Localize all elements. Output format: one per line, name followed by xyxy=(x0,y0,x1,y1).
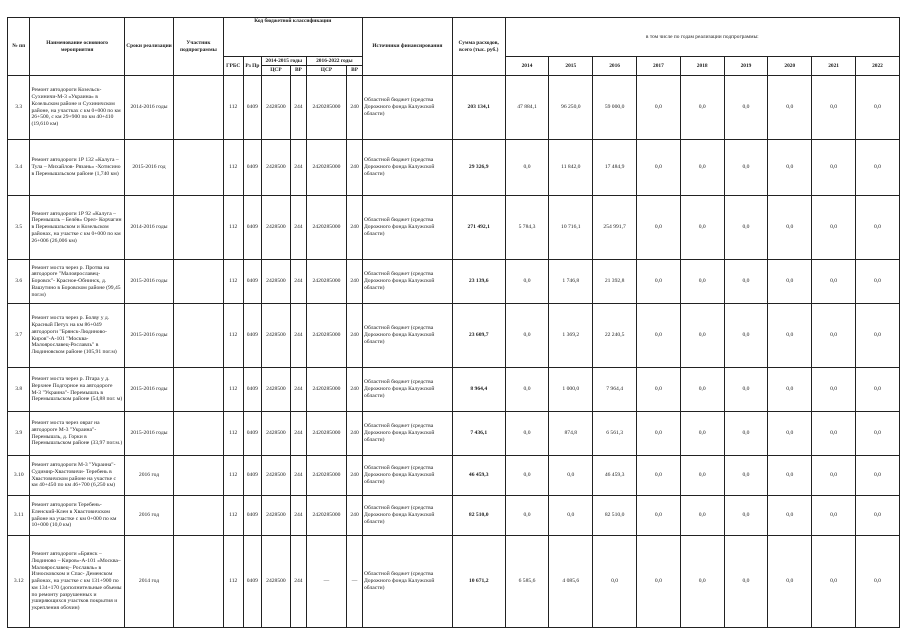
row-year-value: 1 369,2 xyxy=(549,304,593,368)
row-term: 2015-2016 годы xyxy=(124,304,173,368)
row-year-value: 17 484,9 xyxy=(593,140,637,196)
row-participant xyxy=(174,76,223,140)
row-year-value: 0,0 xyxy=(637,456,681,496)
header-period-b: 2016-2022 годы xyxy=(306,57,362,66)
row-year-value: 0,0 xyxy=(855,496,899,536)
header-csr-b: ЦСР xyxy=(306,66,346,76)
row-year-value: 0,0 xyxy=(505,496,549,536)
row-year-value: 0,0 xyxy=(549,496,593,536)
row-vr-b: — xyxy=(347,536,363,628)
row-year-value: 0,0 xyxy=(680,368,724,412)
row-year-value: 0,0 xyxy=(855,412,899,456)
table-row xyxy=(8,196,900,260)
row-vr-a: 244 xyxy=(291,304,307,368)
header-year: 2017 xyxy=(637,57,681,76)
row-term: 2015-2016 год xyxy=(124,140,173,196)
row-year-value: 0,0 xyxy=(680,304,724,368)
row-term: 2015-2016 годы xyxy=(124,260,173,304)
row-number: 3.4 xyxy=(8,140,30,196)
row-vr-b: 240 xyxy=(347,304,363,368)
row-rzpr: 0409 xyxy=(243,196,261,260)
row-year-value: 0,0 xyxy=(680,456,724,496)
table-row xyxy=(8,260,900,304)
row-year-value: 0,0 xyxy=(768,76,812,140)
row-vr-a: 244 xyxy=(291,368,307,412)
row-year-value: 0,0 xyxy=(637,536,681,628)
row-year-value: 0,0 xyxy=(724,368,768,412)
row-vr-a: 244 xyxy=(291,76,307,140)
row-csr-a: 2428500 xyxy=(261,412,290,456)
row-year-value: 0,0 xyxy=(855,76,899,140)
row-vr-a: 244 xyxy=(291,140,307,196)
row-name: Ремонт моста через овраг на автодороге М-3 "Украина"- Перемышль, д. Горки в Перемышльском районе (33,97 пог.м.) xyxy=(30,412,124,456)
header-grbs: ГРБС xyxy=(223,57,243,76)
header-kbk: Код бюджетной классификации xyxy=(223,18,362,57)
row-number: 3.8 xyxy=(8,368,30,412)
row-year-value: 96 250,0 xyxy=(549,76,593,140)
row-participant xyxy=(174,456,223,496)
row-rzpr: 0409 xyxy=(243,76,261,140)
row-csr-a: 2428500 xyxy=(261,496,290,536)
row-year-value: 0,0 xyxy=(855,260,899,304)
row-vr-b: 240 xyxy=(347,496,363,536)
header-sum: Сумма расходов, всего (тыс. руб.) xyxy=(452,18,505,76)
row-source: Областной бюджет (средства Дорожного фонда Калужской области) xyxy=(362,496,452,536)
row-year-value: 0,0 xyxy=(812,140,856,196)
row-grbs: 112 xyxy=(223,536,243,628)
row-term: 2016 год xyxy=(124,456,173,496)
row-year-value: 0,0 xyxy=(812,260,856,304)
row-rzpr: 0409 xyxy=(243,368,261,412)
row-term: 2016 год xyxy=(124,496,173,536)
row-source: Областной бюджет (средства Дорожного фонда Калужской области) xyxy=(362,456,452,496)
row-number: 3.7 xyxy=(8,304,30,368)
row-year-value: 0,0 xyxy=(637,368,681,412)
row-term: 2014-2016 годы xyxy=(124,196,173,260)
row-name: Ремонт автодороги Теребень- Еленский-Клен в Хвастовичском районе на участке с км 0+000 по км 10+000 (10,0 км) xyxy=(30,496,124,536)
row-year-value: 59 000,0 xyxy=(593,76,637,140)
row-total: 8 964,4 xyxy=(452,368,505,412)
row-participant xyxy=(174,196,223,260)
row-year-value: 0,0 xyxy=(768,304,812,368)
row-year-value: 0,0 xyxy=(637,140,681,196)
row-term: 2014-2016 годы xyxy=(124,76,173,140)
header-year: 2015 xyxy=(549,57,593,76)
row-csr-a: 2428500 xyxy=(261,536,290,628)
row-csr-a: 2428500 xyxy=(261,456,290,496)
header-year: 2014 xyxy=(505,57,549,76)
row-year-value: 0,0 xyxy=(768,496,812,536)
row-name: Ремонт автодороги М-3 "Украина"-Судимир-Хвастовичи- Теребень в Хвастовичском районе на участке с км 40+450 по км 46+700 (6,250 км) xyxy=(30,456,124,496)
row-year-value: 0,0 xyxy=(680,412,724,456)
row-year-value: 0,0 xyxy=(724,196,768,260)
row-year-value: 0,0 xyxy=(724,496,768,536)
row-name: Ремонт автодороги 1Р 132 «Калуга – Тула – Михайлов- Рязань» -Хотисино в Перемышльском районе (1,740 км) xyxy=(30,140,124,196)
row-number: 3.12 xyxy=(8,536,30,628)
row-grbs: 112 xyxy=(223,412,243,456)
row-vr-a: 244 xyxy=(291,412,307,456)
row-name: Ремонт моста через р. Птара у д. Верхнее Подгорное на автодороге М-3 "Украина"- Перемышль в Перемышльском районе (54,88 пог. м) xyxy=(30,368,124,412)
row-term: 2015-2016 годы xyxy=(124,412,173,456)
row-name: Ремонт автодороги Козельск- Сухиничи-М-3 «Украина» в Козельском районе и Сухиничском районе, на участках с км 0+000 по км 26+500, с км 29+900 по км 40+410 (19,610 км) xyxy=(30,76,124,140)
row-year-value: 0,0 xyxy=(812,496,856,536)
row-source: Областной бюджет (средства Дорожного фонда Калужской области) xyxy=(362,140,452,196)
row-year-value: 0,0 xyxy=(724,536,768,628)
row-rzpr: 0409 xyxy=(243,304,261,368)
row-year-value: 0,0 xyxy=(855,140,899,196)
row-year-value: 0,0 xyxy=(680,496,724,536)
row-year-value: 5 784,3 xyxy=(505,196,549,260)
row-year-value: 0,0 xyxy=(680,196,724,260)
row-year-value: 0,0 xyxy=(680,140,724,196)
row-source: Областной бюджет (средства Дорожного фонда Калужской области) xyxy=(362,304,452,368)
row-csr-b: — xyxy=(306,536,346,628)
row-year-value: 21 392,8 xyxy=(593,260,637,304)
row-total: 46 459,3 xyxy=(452,456,505,496)
header-year: 2020 xyxy=(768,57,812,76)
header-period-a: 2014-2015 годы xyxy=(261,57,306,66)
row-year-value: 1 746,8 xyxy=(549,260,593,304)
row-year-value: 0,0 xyxy=(680,536,724,628)
table-row xyxy=(8,76,900,140)
row-year-value: 0,0 xyxy=(724,456,768,496)
header-by-years: в том числе по годам реализации подпрограммы: xyxy=(505,18,899,57)
row-total: 271 492,1 xyxy=(452,196,505,260)
row-csr-a: 2428500 xyxy=(261,260,290,304)
row-rzpr: 0409 xyxy=(243,412,261,456)
row-year-value: 47 884,1 xyxy=(505,76,549,140)
row-source: Областной бюджет (средства Дорожного фонда Калужской области) xyxy=(362,536,452,628)
row-source: Областной бюджет (средства Дорожного фонда Калужской области) xyxy=(362,260,452,304)
row-vr-b: 240 xyxy=(347,260,363,304)
header-year: 2016 xyxy=(593,57,637,76)
row-source: Областной бюджет (средства Дорожного фонда Калужской области) xyxy=(362,412,452,456)
row-term: 2015-2016 годы xyxy=(124,368,173,412)
row-participant xyxy=(174,304,223,368)
row-name: Ремонт моста через р. Протва на автодороге "Малоярославец- Боровск"- Красное-Обнинск, д. Вашутино в Боровском районе (99,45 пог.м) xyxy=(30,260,124,304)
row-participant xyxy=(174,412,223,456)
row-year-value: 0,0 xyxy=(768,140,812,196)
row-rzpr: 0409 xyxy=(243,536,261,628)
row-year-value: 1 000,0 xyxy=(549,368,593,412)
row-participant xyxy=(174,260,223,304)
row-year-value: 0,0 xyxy=(505,412,549,456)
row-vr-b: 240 xyxy=(347,140,363,196)
row-grbs: 112 xyxy=(223,304,243,368)
header-rzpr: Рз Пр xyxy=(243,57,261,76)
row-number: 3.11 xyxy=(8,496,30,536)
row-year-value: 6 561,3 xyxy=(593,412,637,456)
row-number: 3.3 xyxy=(8,76,30,140)
row-term: 2014 год xyxy=(124,536,173,628)
row-year-value: 0,0 xyxy=(768,456,812,496)
header-source: Источники финансирования xyxy=(362,18,452,76)
row-total: 82 510,0 xyxy=(452,496,505,536)
row-csr-b: 2420285000 xyxy=(306,304,346,368)
row-year-value: 0,0 xyxy=(505,456,549,496)
row-year-value: 0,0 xyxy=(724,412,768,456)
row-year-value: 0,0 xyxy=(812,536,856,628)
row-vr-a: 244 xyxy=(291,456,307,496)
header-name: Наименование основного мероприятия xyxy=(30,18,124,76)
row-vr-b: 240 xyxy=(347,368,363,412)
row-total: 23 609,7 xyxy=(452,304,505,368)
row-vr-b: 240 xyxy=(347,196,363,260)
row-year-value: 0,0 xyxy=(855,196,899,260)
row-grbs: 112 xyxy=(223,196,243,260)
row-year-value: 10 716,1 xyxy=(549,196,593,260)
row-year-value: 0,0 xyxy=(768,260,812,304)
program-table xyxy=(7,17,900,628)
table-row xyxy=(8,456,900,496)
row-name: Ремонт моста через р. Болву у д. Красный Петух на км 86+049 автодороги "Брянск-Людиново- Киров"-А-101 "Москва- Малоярославец-Рославль" в Людиновском районе (105,91 пог.м) xyxy=(30,304,124,368)
row-csr-b: 2420285000 xyxy=(306,76,346,140)
row-total: 203 134,1 xyxy=(452,76,505,140)
row-number: 3.6 xyxy=(8,260,30,304)
row-year-value: 0,0 xyxy=(505,140,549,196)
row-total: 10 671,2 xyxy=(452,536,505,628)
row-source: Областной бюджет (средства Дорожного фонда Калужской области) xyxy=(362,76,452,140)
row-grbs: 112 xyxy=(223,368,243,412)
row-number: 3.5 xyxy=(8,196,30,260)
row-year-value: 0,0 xyxy=(812,456,856,496)
row-year-value: 46 459,3 xyxy=(593,456,637,496)
table-row xyxy=(8,368,900,412)
row-csr-a: 2428500 xyxy=(261,140,290,196)
row-year-value: 0,0 xyxy=(505,368,549,412)
header-vr-a: ВР xyxy=(291,66,307,76)
row-source: Областной бюджет (средства Дорожного фонда Калужской области) xyxy=(362,368,452,412)
row-year-value: 0,0 xyxy=(855,536,899,628)
row-total: 23 139,6 xyxy=(452,260,505,304)
row-total: 7 436,1 xyxy=(452,412,505,456)
row-year-value: 0,0 xyxy=(637,76,681,140)
row-year-value: 11 842,0 xyxy=(549,140,593,196)
row-rzpr: 0409 xyxy=(243,140,261,196)
row-name: Ремонт автодороги «Брянск – Людиново – Киров»-А-101 «Москва–Малоярославец– Рославль» в Износковском и Спас- Деменском районах, на участке с км 131+900 по км 134+170 (дополнительные объемы по ремонту разрушенных и уширяющихся участков покрытия и укрепления обочин) xyxy=(30,536,124,628)
row-year-value: 22 240,5 xyxy=(593,304,637,368)
row-year-value: 0,0 xyxy=(768,196,812,260)
row-vr-a: 244 xyxy=(291,260,307,304)
row-rzpr: 0409 xyxy=(243,496,261,536)
row-year-value: 0,0 xyxy=(637,260,681,304)
row-year-value: 0,0 xyxy=(637,496,681,536)
row-year-value: 0,0 xyxy=(549,456,593,496)
row-year-value: 0,0 xyxy=(724,76,768,140)
row-participant xyxy=(174,536,223,628)
row-year-value: 0,0 xyxy=(812,412,856,456)
header-participant: Участник подпрограммы xyxy=(174,18,223,76)
table-row xyxy=(8,412,900,456)
row-grbs: 112 xyxy=(223,496,243,536)
table-row xyxy=(8,536,900,628)
row-year-value: 0,0 xyxy=(637,412,681,456)
header-csr-a: ЦСР xyxy=(261,66,290,76)
row-csr-b: 2420285000 xyxy=(306,412,346,456)
row-name: Ремонт автодороги 1Р 92 «Калуга – Перемышль – Белёв» Орел- Корчагин в Перемышльском и Козельском районах, на участке с км 0+000 по км 26+006 (26,006 км) xyxy=(30,196,124,260)
row-grbs: 112 xyxy=(223,260,243,304)
row-year-value: 0,0 xyxy=(812,368,856,412)
row-year-value: 6 585,6 xyxy=(505,536,549,628)
row-vr-a: 244 xyxy=(291,496,307,536)
row-participant xyxy=(174,140,223,196)
row-number: 3.10 xyxy=(8,456,30,496)
row-csr-b: 2420285000 xyxy=(306,140,346,196)
row-rzpr: 0409 xyxy=(243,260,261,304)
row-year-value: 0,0 xyxy=(768,536,812,628)
row-year-value: 4 085,6 xyxy=(549,536,593,628)
row-year-value: 254 991,7 xyxy=(593,196,637,260)
row-total: 29 326,9 xyxy=(452,140,505,196)
row-vr-a: 244 xyxy=(291,196,307,260)
row-year-value: 0,0 xyxy=(855,368,899,412)
row-grbs: 112 xyxy=(223,456,243,496)
row-year-value: 82 510,0 xyxy=(593,496,637,536)
row-csr-b: 2420285000 xyxy=(306,196,346,260)
row-year-value: 0,0 xyxy=(593,536,637,628)
row-year-value: 874,8 xyxy=(549,412,593,456)
row-year-value: 0,0 xyxy=(724,260,768,304)
row-participant xyxy=(174,368,223,412)
table-row xyxy=(8,304,900,368)
header-year: 2022 xyxy=(855,57,899,76)
row-participant xyxy=(174,496,223,536)
row-grbs: 112 xyxy=(223,76,243,140)
row-year-value: 0,0 xyxy=(724,304,768,368)
row-csr-b: 2420285000 xyxy=(306,456,346,496)
row-csr-b: 2420285000 xyxy=(306,368,346,412)
row-source: Областной бюджет (средства Дорожного фонда Калужской области) xyxy=(362,196,452,260)
row-year-value: 0,0 xyxy=(855,456,899,496)
row-vr-a: 244 xyxy=(291,536,307,628)
row-csr-a: 2428500 xyxy=(261,304,290,368)
row-year-value: 0,0 xyxy=(505,304,549,368)
row-year-value: 0,0 xyxy=(680,260,724,304)
row-year-value: 0,0 xyxy=(812,304,856,368)
header-term: Сроки реализации xyxy=(124,18,173,76)
row-vr-b: 240 xyxy=(347,456,363,496)
row-year-value: 0,0 xyxy=(768,368,812,412)
row-year-value: 0,0 xyxy=(637,304,681,368)
row-csr-b: 2420285000 xyxy=(306,260,346,304)
header-year: 2018 xyxy=(680,57,724,76)
row-year-value: 0,0 xyxy=(812,76,856,140)
table-row xyxy=(8,140,900,196)
row-year-value: 0,0 xyxy=(855,304,899,368)
header-vr-b: ВР xyxy=(347,66,363,76)
row-year-value: 0,0 xyxy=(680,76,724,140)
table-body xyxy=(8,76,900,628)
row-vr-b: 240 xyxy=(347,412,363,456)
header-no: № пп xyxy=(8,18,30,76)
header-year: 2021 xyxy=(812,57,856,76)
row-csr-a: 2428500 xyxy=(261,76,290,140)
row-rzpr: 0409 xyxy=(243,456,261,496)
row-csr-b: 2420285000 xyxy=(306,496,346,536)
header-year: 2019 xyxy=(724,57,768,76)
table-row xyxy=(8,496,900,536)
row-csr-a: 2428500 xyxy=(261,196,290,260)
row-grbs: 112 xyxy=(223,140,243,196)
row-year-value: 0,0 xyxy=(505,260,549,304)
row-number: 3.9 xyxy=(8,412,30,456)
row-year-value: 7 964,4 xyxy=(593,368,637,412)
row-year-value: 0,0 xyxy=(724,140,768,196)
row-vr-b: 240 xyxy=(347,76,363,140)
row-year-value: 0,0 xyxy=(812,196,856,260)
row-csr-a: 2428500 xyxy=(261,368,290,412)
row-year-value: 0,0 xyxy=(768,412,812,456)
row-year-value: 0,0 xyxy=(637,196,681,260)
